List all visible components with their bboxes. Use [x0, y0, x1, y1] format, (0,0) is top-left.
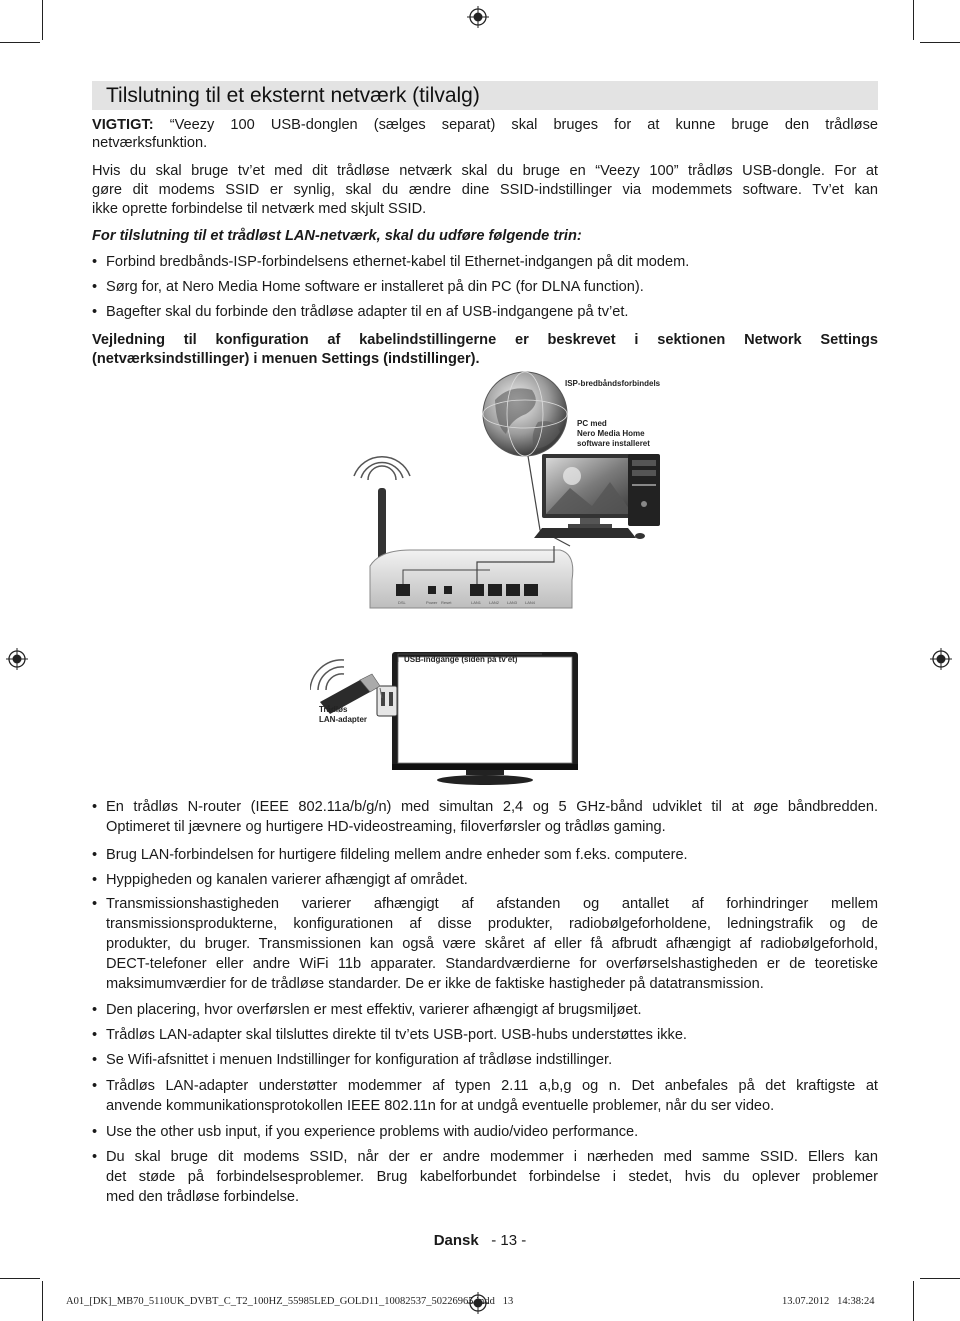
note-line: maksimumværdier for de trådløse standarder. De er ikke de faktiske hastigheder på datatransmission. [106, 976, 764, 992]
guide-line-1: Vejledning til konfiguration af kabelindstillingerne er beskrevet i sektionen Network Settings [92, 332, 878, 348]
intro-line-2: gøre dit modems SSID er synlig, skal du ændre dine SSID-indstillinger via modemmets software. Tv’et kan [92, 182, 878, 198]
crop-mark [0, 42, 40, 43]
section-title-bar [92, 81, 878, 110]
pc-tower-icon [628, 454, 660, 526]
section-title: Tilslutning til et eksternt netværk (tilvalg) [106, 84, 480, 107]
note-line: Trådløs LAN-adapter understøtter modemmer af typen 2.11 a,b,g og n. Det anbefales på det kraftigste at [106, 1078, 878, 1094]
crop-mark [0, 1278, 40, 1279]
note-line: Den placering, hvor overførslen er mest effektiv, varierer afhængigt af brugsmiljøet. [106, 1002, 642, 1018]
note-line: Du skal bruge dit modems SSID, når der er andre modemmer i nærheden med samme SSID. Ellers kan [106, 1149, 878, 1165]
important-line-2: netværksfunktion. [92, 135, 208, 151]
registration-mark-icon [6, 648, 28, 670]
footer-date-time: 13.07.2012 14:38:24 [782, 1296, 875, 1307]
note-line: transmissionsprodukterne, konfigurationen af disse produkter, radiobølgeforholdene, ledningstrafik og de [106, 916, 878, 932]
router-port-label: LAN4 [525, 600, 536, 605]
adapter-label: Trådløs LAN-adapter [319, 705, 368, 724]
steps-heading: For tilslutning til et trådløst LAN-netværk, skal du udføre følgende trin: [92, 228, 582, 244]
note-line: En trådløs N-router (IEEE 802.11a/b/g/n) med simultan 2,4 og 5 GHz-bånd udviklet til at øge båndbredden. [106, 799, 878, 815]
guide-line-2: (netværksindstillinger) i menuen Settings (indstillinger). [92, 351, 480, 367]
important-text: “Veezy 100 USB-donglen (sælges separat) skal bruges for at kunne bruge den trådløse [169, 117, 878, 133]
wifi-signal-icon [354, 457, 410, 480]
router-icon [370, 550, 573, 608]
intro-line-1: Hvis du skal bruge tv’et med dit trådløse netværk skal du bruge en “Veezy 100” trådløs USB-dongle. For at [92, 163, 878, 179]
usb-ports-label: USB-indgange (siden på tv'et) [404, 655, 518, 664]
note-line: produkter, du bruger. Transmissionen kan også være skåret af eller få afbrudt afhængigt af radiobølgeforhold, [106, 936, 878, 952]
isp-label: ISP-bredbåndsforbindels [565, 379, 661, 388]
note-line: anvende kommunikationsprotokollen IEEE 802.11n for at undgå eventuelle problemer, når du ser video. [106, 1098, 775, 1114]
note-line: det støde på forbindelsesproblemer. Brug kabelforbundet forbindelse i stedet, hvis du oplever problemer [106, 1169, 878, 1185]
registration-mark-icon [467, 6, 489, 28]
router-port-label: Reset [441, 600, 452, 605]
wifi-signal-icon [310, 660, 344, 690]
router-port-label: Power [426, 600, 438, 605]
note-line: Se Wifi-afsnittet i menuen Indstillinger for konfiguration af trådløse indstillinger. [106, 1052, 613, 1068]
crop-mark [920, 42, 960, 43]
note-line: Brug LAN-forbindelsen for hurtigere fildeling mellem andre enheder som f.eks. computere. [106, 847, 688, 863]
crop-mark [42, 0, 43, 40]
globe-icon [483, 372, 567, 456]
page-number [0, 1232, 960, 1249]
note-line: Transmissionshastigheden varierer afhængigt af afstanden og antallet af forhindringer mellem [106, 896, 878, 912]
note-line: DECT-telefoner eller andre WiFi 11b apparater. Standardværdierne for overførselshastigheden er de teoretiske [106, 956, 878, 972]
pc-monitor-icon [542, 454, 637, 528]
note-line: med den trådløse forbindelse. [106, 1189, 300, 1205]
important-label: VIGTIGT: [92, 117, 154, 133]
intro-line-3: ikke oprette forbindelse til netværk med skjult SSID. [92, 201, 427, 217]
keyboard-icon [534, 528, 645, 539]
note-line: Use the other usb input, if you experience problems with audio/video performance. [106, 1124, 639, 1140]
router-port-label: DSL [398, 600, 406, 605]
router-port-label: LAN3 [507, 600, 518, 605]
router-port-label: LAN2 [489, 600, 500, 605]
crop-mark [920, 1278, 960, 1279]
crop-mark [913, 0, 914, 40]
footer-file-name: A01_[DK]_MB70_5110UK_DVBT_C_T2_100HZ_55985LED_GOLD11_10082537_50226965.indd 13 [66, 1296, 514, 1307]
note-line: Optimeret til jævnere og hurtigere HD-videostreaming, filoverførsler og trådløs gaming. [106, 819, 666, 835]
tv-icon [377, 652, 578, 785]
crop-mark [913, 1281, 914, 1321]
footer-language: Dansk [433, 1232, 479, 1249]
crop-mark [42, 1281, 43, 1321]
router-port-label: LAN1 [471, 600, 482, 605]
note-line: Trådløs LAN-adapter skal tilsluttes direkte til tv’ets USB-port. USB-hubs understøttes ikke. [106, 1027, 687, 1043]
footer-page: - 13 - [491, 1232, 527, 1249]
important-line [92, 116, 878, 134]
registration-mark-icon [930, 648, 952, 670]
pc-label: PC med Nero Media Home software installeret [577, 419, 650, 448]
note-line: Hyppigheden og kanalen varierer afhængigt af området. [106, 872, 468, 888]
